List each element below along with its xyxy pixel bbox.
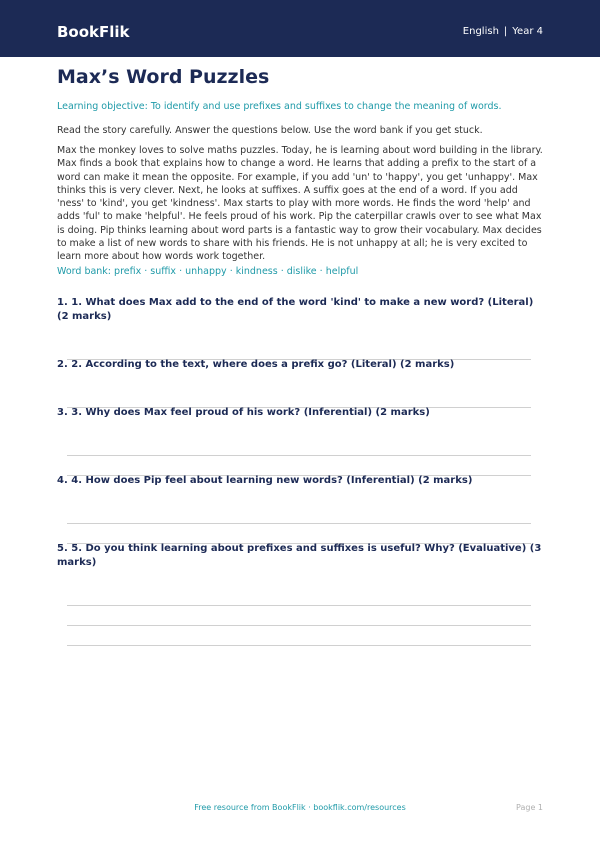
answer-line[interactable] <box>67 625 531 626</box>
subject-year-label <box>463 25 543 39</box>
answer-line[interactable] <box>67 605 531 606</box>
answer-line[interactable] <box>67 455 531 456</box>
learning-objective: Learning objective: To identify and use prefixes and suffixes to change the meaning of words. <box>57 101 502 112</box>
footer-resource-link[interactable]: Free resource from BookFlik · bookflik.com/resources <box>194 803 406 812</box>
year-label: Year 4 <box>512 26 543 37</box>
question-3: 3. 3. Why does Max feel proud of his work? (Inferential) (2 marks) <box>57 407 430 418</box>
question-5: 5. 5. Do you think learning about prefixes and suffixes is useful? Why? (Evaluative) (3 marks) <box>57 543 542 568</box>
meta-separator: | <box>503 26 508 37</box>
page-number: Page 1 <box>516 803 543 812</box>
question-2: 2. 2. According to the text, where does a prefix go? (Literal) (2 marks) <box>57 359 455 370</box>
answer-line[interactable] <box>67 645 531 646</box>
question-1: 1. 1. What does Max add to the end of the word 'kind' to make a new word? (Literal) (2 marks) <box>57 297 534 322</box>
page-title: Max’s Word Puzzles <box>57 66 270 88</box>
header-bar <box>0 0 600 57</box>
answer-line[interactable] <box>67 523 531 524</box>
brand-logo[interactable]: BookFlik <box>57 23 130 41</box>
question-4: 4. 4. How does Pip feel about learning new words? (Inferential) (2 marks) <box>57 475 473 486</box>
word-bank: Word bank: prefix · suffix · unhappy · kindness · dislike · helpful <box>57 266 359 277</box>
instructions: Read the story carefully. Answer the questions below. Use the word bank if you get stuck. <box>57 125 483 136</box>
subject-label: English <box>462 26 499 37</box>
story-text: Max the monkey loves to solve maths puzzles. Today, he is learning about word building in the library. Max finds a book that explains how to change a word. He learns that adding a prefix to the start of a word can make it mean the opposite. For example, if you add 'un' to 'happy', you get 'unhappy'. Max thinks this is very clever. Next, he looks at suffixes. A suffix goes at the end of a word. If you add 'ness' to 'kind', you get 'kindness'. Max starts to play with more words. He finds the word 'help' and adds 'ful' to make 'helpful'. He feels proud of his work. Pip the caterpillar crawls over to see what Max is doing. Pip thinks learning about word parts is a fantastic way to grow their vocabulary. Max decides to make a list of new words to share with his friends. He is not unhappy at all; he is very excited to learn more about how words work together. <box>57 145 543 263</box>
